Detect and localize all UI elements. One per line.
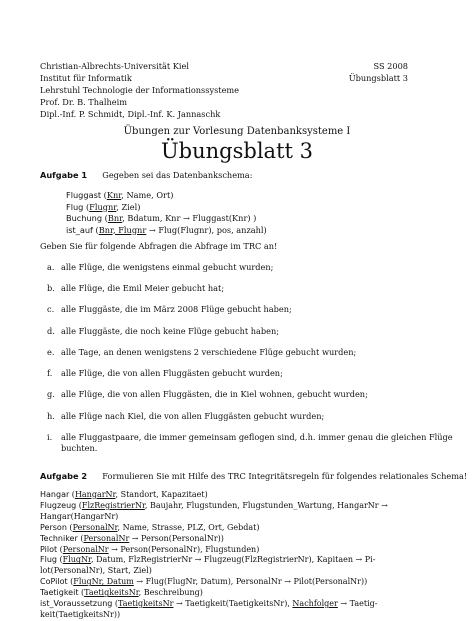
header-professor: Prof. Dr. B. Thalheim (40, 97, 128, 107)
header-institute: Institut für Informatik (40, 73, 132, 83)
query-item: e. alle Tage, an denen wenigstens 2 verschiedene Flüge gebucht wurden; (47, 347, 357, 357)
header-university: Christian-Albrechts-Universität Kiel (40, 61, 190, 71)
lecture-subtitle: Übungen zur Vorlesung Datenbanksysteme I (123, 126, 351, 137)
query-item: c. alle Fluggäste, die im März 2008 Flüge gebucht haben; (47, 304, 292, 314)
query-item: h. alle Flüge nach Kiel, die von allen Fluggästen gebucht wurden; (47, 411, 325, 421)
schema-flug2-cont: lot(PersonalNr), Start, Ziel) (40, 566, 152, 576)
schema-person: Person (PersonalNr, Name, Strasse, PLZ, Ort, Gebdat) (40, 522, 260, 532)
task1-intro: Gegeben sei das Datenbankschema: (102, 170, 253, 180)
schema-copilot: CoPilot (FlugNr, Datum → Flug(FlugNr, Datum), PersonalNr → Pilot(PersonalNr)) (40, 577, 368, 587)
query-item: g. alle Flüge, die von allen Fluggästen, die in Kiel wohnen, gebucht wurden; (47, 389, 368, 399)
page-title: Übungsblatt 3 (160, 139, 313, 163)
query-item: b. alle Flüge, die Emil Meier gebucht hat; (47, 283, 225, 293)
task2-schema (40, 490, 440, 621)
schema-flug2: Flug (FlugNr, Datum, FlzRegistrierNr → Flugzeug(FlzRegistrierNr), Kapitaen → Pi- (40, 555, 376, 565)
schema-buchung: Buchung (Bnr, Bdatum, Knr → Fluggast(Knr) ) (66, 213, 257, 223)
task1-heading (40, 170, 252, 182)
task2-label: Aufgabe 2 (40, 471, 88, 481)
query-item: i. alle Fluggastpaare, die immer gemeinsam geflogen sind, d.h. immer genau die gleichen Flüge buchten. (47, 432, 453, 453)
schema-flugzeug-cont: Hangar(HangarNr) (40, 511, 119, 521)
schema-ist-voraussetzung: ist_Voraussetzung (TaetigkeitsNr → Taetigkeit(TaetigkeitsNr), Nachfolger → Taetig- (40, 599, 378, 609)
task2-intro: Formulieren Sie mit Hilfe des TRC Integritätsregeln für folgendes relationales Schema! (102, 471, 468, 481)
schema-flugzeug: Flugzeug (FlzRegistrierNr, Baujahr, Flugstunden, Flugstunden_Wartung, HangarNr → (40, 500, 388, 510)
schema-ist-auf: ist_auf (Bnr, Flugnr → Flug(Flugnr), pos, anzahl) (66, 224, 267, 235)
task1-schema (66, 190, 267, 236)
query-item: d. alle Fluggäste, die noch keine Flüge gebucht haben; (47, 326, 280, 336)
schema-taetigkeit: Taetigkeit (TaetigkeitsNr, Beschreibung) (40, 588, 203, 598)
header-sheet-number: Übungsblatt 3 (348, 73, 408, 83)
task2-heading (40, 471, 467, 483)
header-chair: Lehrstuhl Technologie der Informationssysteme (40, 85, 240, 95)
schema-hangar: Hangar (HangarNr, Standort, Kapazitaet) (40, 490, 208, 499)
header-left (40, 60, 239, 120)
schema-pilot: Pilot (PersonalNr → Person(PersonalNr), Flugstunden) (40, 544, 260, 554)
schema-ist-voraussetzung-cont: keit(TaetigkeitsNr)) (40, 609, 121, 619)
query-item: a. alle Flüge, die wenigstens einmal gebucht wurden; (47, 262, 274, 272)
header-right (349, 60, 408, 84)
header-semester: SS 2008 (373, 61, 408, 71)
header-assistants: Dipl.-Inf. P. Schmidt, Dipl.-Inf. K. Jannaschk (40, 109, 221, 119)
task1-label: Aufgabe 1 (40, 170, 88, 180)
schema-techniker: Techniker (PersonalNr → Person(PersonalNr)) (40, 533, 224, 543)
schema-fluggast: Fluggast (Knr, Name, Ort) (66, 190, 174, 200)
schema-flug: Flug (Flugnr, Ziel) (66, 201, 141, 212)
query-item: f. alle Flüge, die von allen Fluggästen gebucht wurden; (47, 368, 283, 378)
task1-question: Geben Sie für folgende Abfragen die Abfrage im TRC an! (40, 241, 278, 251)
